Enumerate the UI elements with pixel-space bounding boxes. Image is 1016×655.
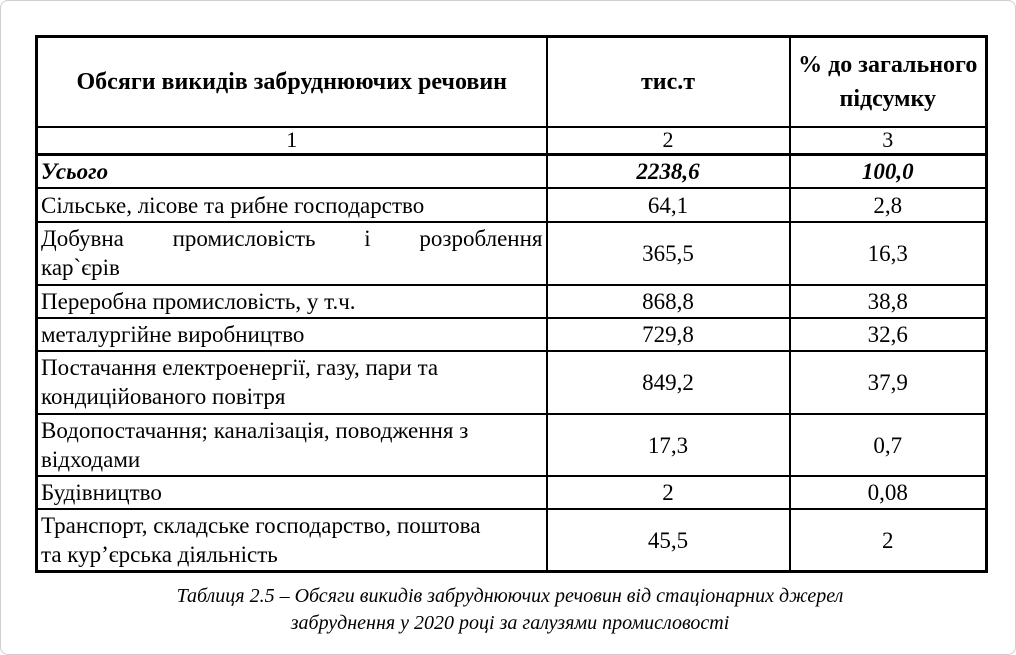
column-number-2: 2 [547,127,790,155]
value-cell: 2 [547,476,790,509]
percent-cell: 0,7 [790,414,987,476]
row-name-cell [37,318,547,351]
percent-cell: 38,8 [790,285,987,318]
value-cell: 729,8 [547,318,790,351]
table-row-mining [37,222,987,285]
column-number-1: 1 [37,127,547,155]
table-row-total [37,155,987,189]
table-row-metallurgy [37,318,987,351]
percent-cell: 100,0 [790,155,987,189]
row-name-cell [37,414,547,476]
percent-cell: 2 [790,509,987,572]
row-name-text: Сільське, лісове та рибне господарство [41,192,425,218]
table-caption-line2: забруднення у 2020 році за галузями промисловості [290,612,730,634]
row-name-text-line2: та кур’єрська діяльність [41,542,278,567]
value-cell: 64,1 [547,188,790,222]
column-numbering-row [37,127,987,155]
row-name-text-line2: кар`єрів [41,255,120,280]
row-name-text: металургійне виробництво [41,322,305,347]
row-name-text-line2: відходами [41,447,141,472]
row-name-text: Усього [41,159,109,184]
row-name-text-line1: Водопостачання; каналізація, поводження з [41,418,469,443]
row-name-text-line1: Постачання електроенергії, газу, пари та [41,355,439,380]
table-row-electricity-supply [37,351,987,414]
table-header-row [37,37,987,127]
column-header-substances: Обсяги викидів забруднюючих речовин [37,37,547,127]
percent-cell: 32,6 [790,318,987,351]
table-caption-line1: Таблиця 2.5 – Обсяги викидів забруднюючих речовин від стаціонарних джерел [176,585,844,607]
table-row-transport [37,509,987,572]
percent-cell: 16,3 [790,222,987,285]
table-row-manufacturing [37,285,987,318]
row-name-text: Переробна промисловість, у т.ч. [41,289,356,314]
row-name-cell [37,509,547,572]
row-name-text: Будівництво [41,480,162,505]
value-cell: 365,5 [547,222,790,285]
row-name-text-line1: Добувна промисловість і розроблення [41,226,543,251]
table-row-water-supply [37,414,987,476]
value-cell: 2238,6 [547,155,790,189]
value-cell: 17,3 [547,414,790,476]
row-name-cell [37,188,547,222]
row-name-cell [37,351,547,414]
row-name-cell [37,155,547,189]
emissions-table [35,35,988,573]
table-row-construction [37,476,987,509]
table-row-agriculture [37,188,987,222]
value-cell: 868,8 [547,285,790,318]
value-cell: 849,2 [547,351,790,414]
table-caption [35,583,985,637]
column-header-thousand-tons: тис.т [547,37,790,127]
percent-cell: 2,8 [790,188,987,222]
row-name-cell [37,285,547,318]
column-number-3: 3 [790,127,987,155]
row-name-cell [37,476,547,509]
value-cell: 45,5 [547,509,790,572]
row-name-text-line1: Транспорт, складське господарство, поштова [41,513,481,538]
row-name-text-line2: кондиційованого повітря [41,384,286,409]
column-header-percent-of-total: % до загального підсумку [790,37,987,127]
row-name-cell [37,222,547,285]
percent-cell: 37,9 [790,351,987,414]
percent-cell: 0,08 [790,476,987,509]
